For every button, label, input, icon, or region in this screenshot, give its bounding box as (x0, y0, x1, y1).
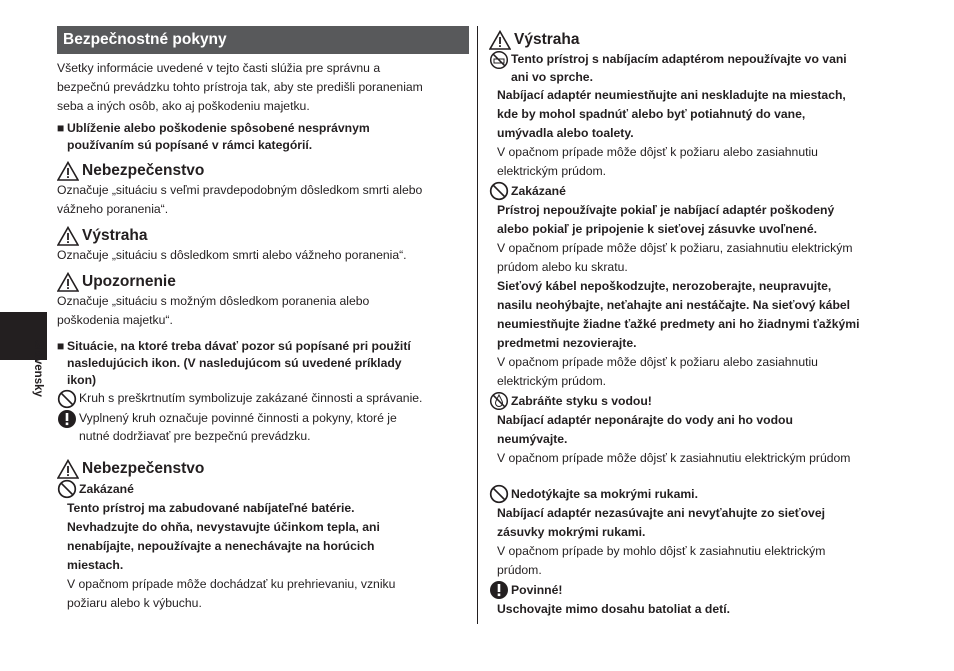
item2-bold: alebo pokiaľ je pripojenie k sieťovej zásuvke uvoľnené. (497, 222, 818, 236)
danger2-bold: miestach. (67, 558, 124, 572)
prohibited-icon (489, 484, 509, 504)
warning-triangle-icon (57, 226, 79, 246)
bullet-categories (57, 120, 469, 154)
no-water-icon (489, 391, 509, 411)
language-label: Slovensky (32, 340, 44, 397)
warning-heading-label: Výstraha (82, 227, 148, 244)
bullet-line: používaním sú popísané v rámci kategórií. (67, 138, 313, 152)
prohibited-sub-label: Zakázané (79, 482, 134, 496)
item5-text: V opačnom prípade by mohlo dôjsť k zasiahnutiu elektrickým (497, 544, 826, 558)
item5-bold: zásuvky mokrými rukami. (497, 525, 646, 539)
column-divider (477, 26, 478, 624)
danger-text: vážneho poranenia“. (57, 202, 169, 216)
item3-bold: neumiestňujte žiadne ťažké predmety ani ho žiadnymi ťažkými (497, 317, 860, 331)
item4-bold: neumývajte. (497, 432, 568, 446)
no-wet-hands-sub (489, 484, 897, 504)
danger-heading (57, 161, 469, 181)
right-column (497, 30, 897, 619)
prohibited-icon (489, 181, 509, 201)
item2-bold: Prístroj nepoužívajte pokiaľ je nabíjací adaptér poškodený (497, 203, 835, 217)
warning-triangle-icon (489, 30, 511, 50)
item4-bold: Nabíjací adaptér neponárajte do vody ani ho vodou (497, 413, 793, 427)
prohibited-sub (57, 479, 469, 499)
item5-text: prúdom. (497, 563, 542, 577)
bullet-icons (57, 338, 469, 389)
item2-text: prúdom alebo ku skratu. (497, 260, 628, 274)
caution-heading (57, 272, 469, 292)
item1-bold: umývadla alebo toalety. (497, 126, 634, 140)
danger2-text: V opačnom prípade môže dochádzať ku prehrievaniu, vzniku (67, 577, 396, 591)
warning-triangle-icon (57, 272, 79, 292)
item3-bold: Sieťový kábel nepoškodzujte, nerozoberajte, neupravujte, (497, 279, 832, 293)
no-bath-icon (489, 50, 509, 70)
intro-line: Všetky informácie uvedené v tejto časti slúžia pre správnu a (57, 61, 381, 75)
mandatory-sub (489, 580, 897, 600)
danger2-heading (57, 459, 469, 479)
mandatory-sub-label: Povinné! (511, 583, 563, 597)
square-bullet-icon: ■ (57, 339, 65, 353)
bullet-line: ikon) (67, 373, 97, 387)
bullet-line: Situácie, na ktoré treba dávať pozor sú popísané pri použití (67, 339, 411, 353)
item1-bold: kde by mohol spadnúť alebo byť potiahnutý do vane, (497, 107, 806, 121)
prohibited-icon (57, 389, 77, 409)
danger2-bold: Tento prístroj ma zabudované nabíjateľné batérie. (67, 501, 355, 515)
item3-text: elektrickým prúdom. (497, 374, 607, 388)
warning-heading-label: Výstraha (514, 31, 580, 48)
danger2-bold: nenabíjajte, nepoužívajte a nenechávajte na horúcich (67, 539, 375, 553)
item1-line: ani vo sprche. (511, 70, 593, 84)
mandatory-legend (57, 409, 469, 445)
item1-bold: Nabíjací adaptér neumiestňujte ani neskladujte na miestach, (497, 88, 846, 102)
warning-text: Označuje „situáciu s dôsledkom smrti alebo vážneho poranenia“. (57, 248, 407, 262)
no-water-sub (489, 391, 897, 411)
danger-heading-label: Nebezpečenstvo (82, 162, 205, 179)
caution-heading-label: Upozornenie (82, 273, 176, 290)
no-wet-hands-sub-label: Nedotýkajte sa mokrými rukami. (511, 487, 698, 501)
bullet-line: nasledujúcich ikon. (V nasledujúcom sú uvedené príklady (67, 356, 402, 370)
item4-text: V opačnom prípade môže dôjsť k zasiahnutiu elektrickým prúdom (497, 451, 851, 465)
caution-text: Označuje „situáciu s možným dôsledkom poranenia alebo (57, 294, 370, 308)
prohibited-sub-label: Zakázané (511, 184, 566, 198)
item2-text: V opačnom prípade môže dôjsť k požiaru, zasiahnutiu elektrickým (497, 241, 853, 255)
warning-heading (57, 226, 469, 246)
intro-line: bezpečnú prevádzku tohto prístroja tak, aby ste predišli poraneniam (57, 80, 423, 94)
prohibit-legend (57, 389, 469, 409)
prohibited-sub (489, 181, 897, 201)
square-bullet-icon: ■ (57, 121, 65, 135)
intro-line: seba a iných osôb, ako aj poškodeniu majetku. (57, 99, 310, 113)
danger2-text: požiaru alebo k výbuchu. (67, 596, 202, 610)
mandatory-legend-text: nutné dodržiavať pre bezpečnú prevádzku. (79, 429, 311, 443)
section-title: Bezpečnostné pokyny (57, 26, 469, 54)
item1-line: Tento prístroj s nabíjacím adaptérom nepoužívajte vo vani (511, 52, 847, 66)
item3-bold: nasilu neohýbajte, neťahajte ani nestáčajte. Na sieťový kábel (497, 298, 851, 312)
danger-text: Označuje „situáciu s veľmi pravdepodobným dôsledkom smrti alebo (57, 183, 423, 197)
no-water-sub-label: Zabráňte styku s vodou! (511, 394, 652, 408)
prohibit-legend-text: Kruh s preškrtnutím symbolizuje zakázané činnosti a správanie. (79, 391, 423, 405)
item6-bold: Uschovajte mimo dosahu batoliat a detí. (497, 602, 730, 616)
warning-heading (489, 30, 897, 50)
item5-bold: Nabíjací adaptér nezasúvajte ani nevyťahujte zo sieťovej (497, 506, 825, 520)
prohibited-icon (57, 479, 77, 499)
mandatory-icon (57, 409, 77, 429)
item3-bold: predmetmi nezovierajte. (497, 336, 637, 350)
item3-text: V opačnom prípade môže dôjsť k požiaru alebo zasiahnutiu (497, 355, 818, 369)
danger2-bold: Nevhadzujte do ohňa, nevystavujte účinkom tepla, ani (67, 520, 380, 534)
danger2-heading-label: Nebezpečenstvo (82, 460, 205, 477)
bullet-line: Ublíženie alebo poškodenie spôsobené nesprávnym (67, 121, 370, 135)
mandatory-icon (489, 580, 509, 600)
left-column (57, 26, 469, 613)
caution-text: poškodenia majetku“. (57, 313, 173, 327)
bath-prohibited (489, 50, 897, 86)
warning-triangle-icon (57, 161, 79, 181)
mandatory-legend-text: Vyplnený kruh označuje povinné činnosti a pokyny, ktoré je (79, 411, 397, 425)
item1-text: V opačnom prípade môže dôjsť k požiaru alebo zasiahnutiu (497, 145, 818, 159)
item1-text: elektrickým prúdom. (497, 164, 607, 178)
warning-triangle-icon (57, 459, 79, 479)
